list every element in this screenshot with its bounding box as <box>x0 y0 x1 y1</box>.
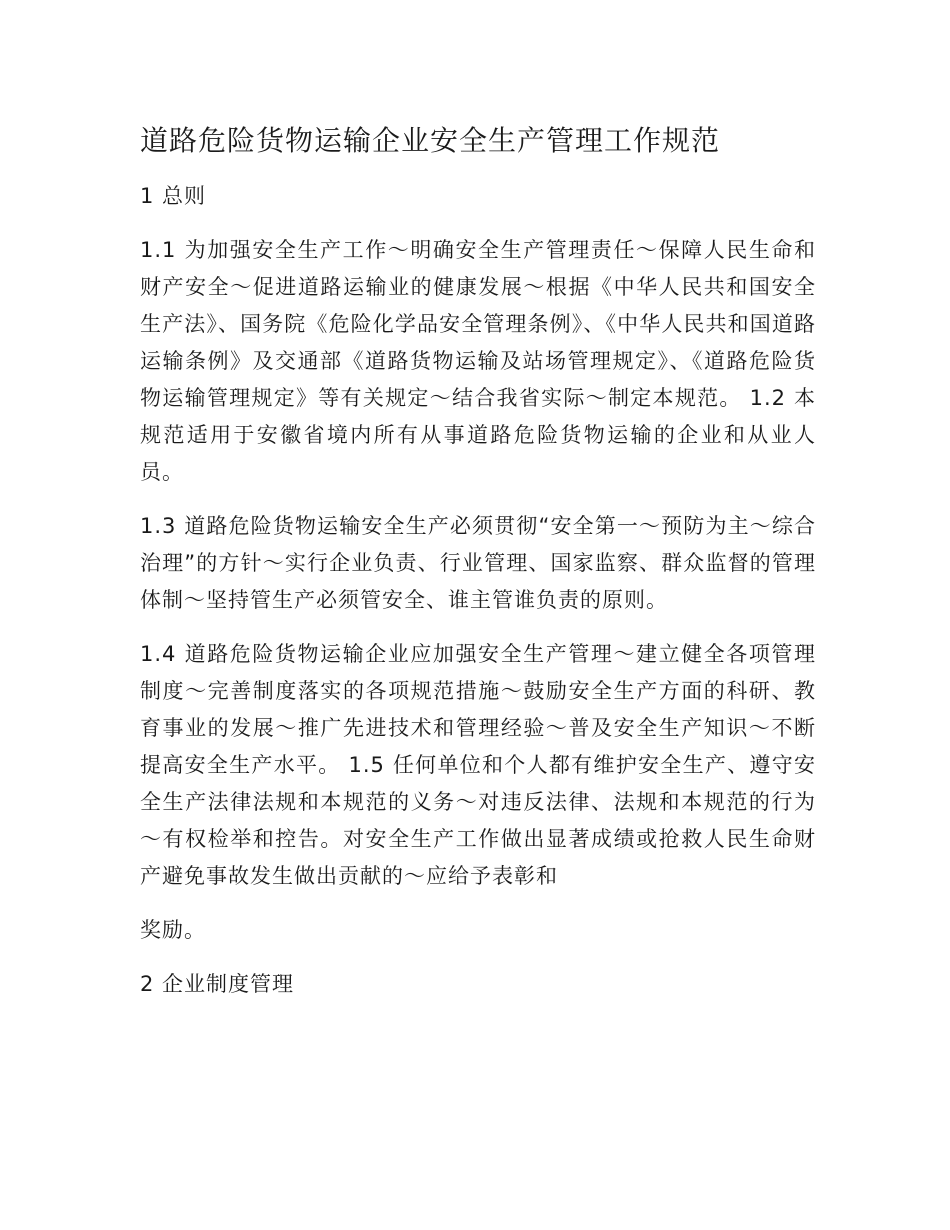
document-body <box>140 118 816 1020</box>
paragraph-1-3: 1.3 道路危险货物运输安全生产必须贯彻“安全第一～预防为主～综合治理”的方针～实行企业负责、行业管理、国家监察、群众监督的管理体制～坚持管生产必须管安全、谁主管谁负责的原则。 <box>140 514 816 612</box>
paragraph-1-1-and-1-2: 1.1 为加强安全生产工作～明确安全生产管理责任～保障人民生命和财产安全～促进道路运输业的健康发展～根据《中华人民共和国安全生产法》、国务院《危险化学品安全管理条例》、《中华人民共和国道路运输条例》及交通部《道路货物运输及站场管理规定》、《道路危险货物运输管理规定》等有关规定～结合我省实际～制定本规范。 1.2 本规范适用于安徽省境内所有从事道路危险货物运输的企业和从业人员。 <box>140 238 816 484</box>
section-heading-general: 1 总则 <box>140 184 207 208</box>
paragraph-1-4-and-1-5: 1.4 道路危险货物运输企业应加强安全生产管理～建立健全各项管理制度～完善制度落实的各项规范措施～鼓励安全生产方面的科研、教育事业的发展～推广先进技术和管理经验～普及安全生产知识～不断提高安全生产水平。 1.5 任何单位和个人都有维护安全生产、遵守安全生产法律法规和本规范的义务～对违反法律、法规和本规范的行为～有权检举和控告。对安全生产工作做出显著成绩或抢救人民生命财产避免事故发生做出贡献的～应给予表彰和 <box>140 642 816 888</box>
section-heading-enterprise-management: 2 企业制度管理 <box>140 972 295 996</box>
document-title: 道路危险货物运输企业安全生产管理工作规范 <box>140 124 721 157</box>
paragraph-continuation: 奖励。 <box>140 918 206 942</box>
